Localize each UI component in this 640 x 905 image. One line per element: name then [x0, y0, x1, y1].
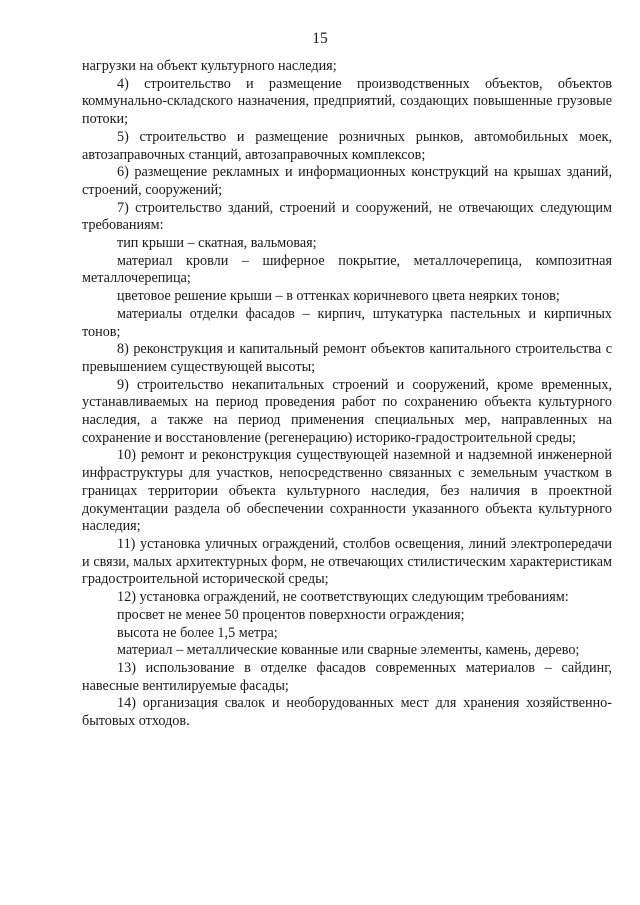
paragraph-item-12: 12) установка ограждений, не соответствующих следующим требованиям:	[117, 589, 569, 606]
paragraph-item-4: 4) строительство и размещение производственных объектов, объектов коммунально-складского назначения, предприятий, создающих повышенные грузовые потоки;	[82, 75, 612, 128]
requirement-roof-material: материал кровли – шиферное покрытие, металлочерепица, композитная металлочерепица;	[82, 252, 612, 287]
paragraph-item-7: 7) строительство зданий, строений и сооружений, не отвечающих следующим требованиям:	[82, 199, 612, 234]
paragraph-item-14: 14) организация свалок и необорудованных мест для хранения хозяйственно-бытовых отходов.	[82, 695, 612, 730]
paragraph-item-6: 6) размещение рекламных и информационных конструкций на крышах зданий, строений, сооружений;	[82, 164, 612, 198]
paragraph-continuation: нагрузки на объект культурного наследия;	[82, 58, 337, 74]
paragraph-item-10: 10) ремонт и реконструкция существующей наземной и надземной инженерной инфраструктуры для участков, непосредственно связанных с земельным участком в границах территории объекта культурного наследия, без наличия в проектной документации раздела об обеспечении сохранности указанного объекта культурного наследия;	[82, 447, 612, 535]
requirement-fence-material: материал – металлические кованные или сварные элементы, камень, дерево;	[117, 642, 580, 659]
body-text	[82, 58, 612, 731]
requirement-facade-materials: материалы отделки фасадов – кирпич, штукатурка пастельных и кирпичных тонов;	[82, 305, 612, 340]
page-number: 15	[312, 30, 328, 47]
requirement-roof-type: тип крыши – скатная, вальмовая;	[117, 235, 317, 252]
paragraph-item-11: 11) установка уличных ограждений, столбов освещения, линий электропередачи и связи, малых архитектурных форм, не отвечающих стилистическим характеристикам градостроительной исторической среды;	[82, 535, 612, 588]
requirement-fence-height: высота не более 1,5 метра;	[117, 624, 278, 641]
paragraph-item-13: 13) использование в отделке фасадов современных материалов – сайдинг, навесные вентилируемые фасады;	[82, 659, 612, 694]
requirement-fence-clearance: просвет не менее 50 процентов поверхности ограждения;	[117, 606, 465, 623]
paragraph-item-9: 9) строительство некапитальных строений и сооружений, кроме временных, устанавливаемых на период проведения работ по сохранению объекта культурного наследия, а также на период применения специальных мер, направленных на сохранение и восстановление (регенерацию) историко-градостроительной среды;	[82, 376, 612, 446]
paragraph-item-5: 5) строительство и размещение розничных рынков, автомобильных моек, автозаправочных станций, автозаправочных комплексов;	[82, 128, 612, 163]
paragraph-item-8: 8) реконструкция и капитальный ремонт объектов капитального строительства с превышением существующей высоты;	[82, 341, 612, 375]
requirement-roof-color: цветовое решение крыши – в оттенках коричневого цвета неярких тонов;	[117, 288, 560, 305]
